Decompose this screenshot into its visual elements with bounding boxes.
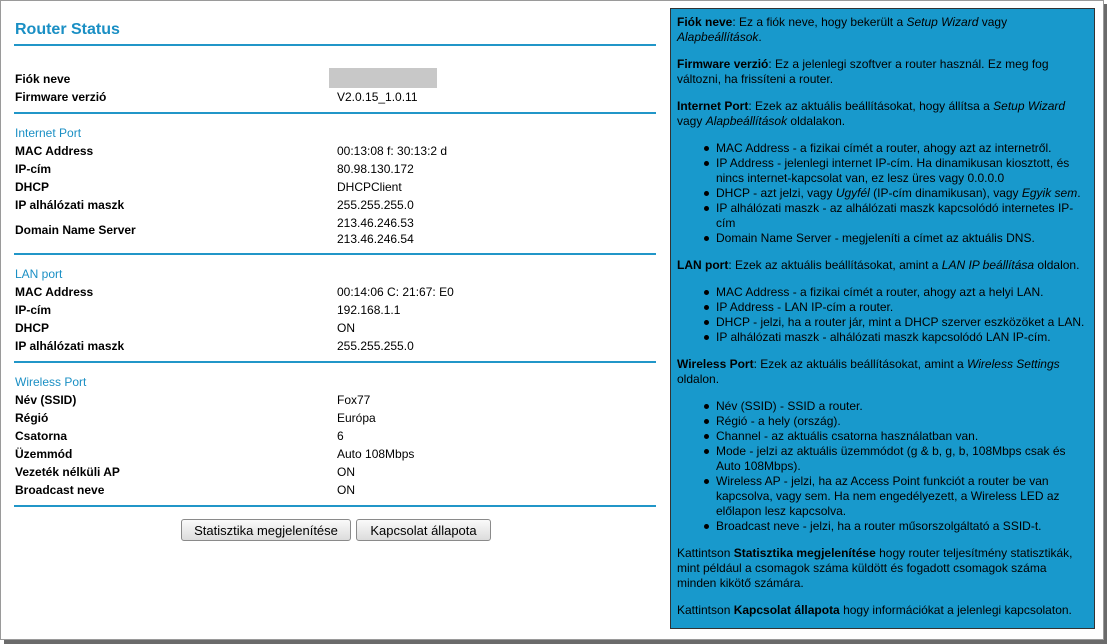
wireless-broadcast-value: ON bbox=[337, 483, 355, 497]
list-item: Régió - a hely (ország). bbox=[716, 414, 1087, 429]
wireless-mode-label: Üzemmód bbox=[15, 447, 73, 461]
list-item: Channel - az aktuális csatorna használatban van. bbox=[716, 429, 1087, 444]
lan-port-heading: LAN port bbox=[15, 267, 63, 281]
wireless-broadcast-label: Broadcast neve bbox=[15, 483, 105, 497]
help-internet-list bbox=[677, 141, 1087, 246]
divider bbox=[14, 44, 656, 46]
internet-subnet-value: 255.255.255.0 bbox=[337, 198, 414, 212]
lan-mac-label: MAC Address bbox=[15, 285, 94, 299]
lan-ip-label: IP-cím bbox=[15, 303, 52, 317]
internet-subnet-label: IP alhálózati maszk bbox=[15, 198, 125, 212]
help-firmware: Firmware verzió: Ez a jelenlegi szoftver a router használ. Ez meg fog változni, ha frissíteni a router. bbox=[677, 57, 1049, 86]
list-item: Broadcast neve - jelzi, ha a router műsorszolgáltató a SSID-t. bbox=[716, 519, 1087, 534]
divider bbox=[14, 505, 656, 507]
internet-ip-value: 80.98.130.172 bbox=[337, 162, 414, 176]
list-item: IP Address - jelenlegi internet IP-cím. Ha dinamikusan kiosztott, és nincs internet-kapcsolat van, ez lesz üres vagy 0.0.0.0 bbox=[716, 156, 1087, 186]
lan-ip-value: 192.168.1.1 bbox=[337, 303, 401, 317]
wireless-ssid-label: Név (SSID) bbox=[15, 393, 77, 407]
help-account: Fiók neve: Ez a fiók neve, hogy bekerült a Setup Wizard vagy Alapbeállítások. bbox=[677, 15, 1008, 44]
lan-subnet-label: IP alhálózati maszk bbox=[15, 339, 125, 353]
list-item: DHCP - azt jelzi, vagy Ugyfél (IP-cím dinamikusan), vagy Egyik sem. bbox=[716, 186, 1087, 201]
wireless-port-heading: Wireless Port bbox=[15, 375, 87, 389]
show-statistics-button[interactable]: Statisztika megjelenítése bbox=[181, 519, 351, 541]
connection-status-button[interactable]: Kapcsolat állapota bbox=[356, 519, 491, 541]
list-item: DHCP - jelzi, ha a router jár, mint a DHCP szerver eszközöket a LAN. bbox=[716, 315, 1087, 330]
help-statistics: Kattintson Statisztika megjelenítése hogy router teljesítmény statisztikák, mint például a csomagok száma küldött és fogadott csomagok száma minden kikötő számára. bbox=[677, 546, 1073, 590]
list-item: MAC Address - a fizikai címét a router, ahogy azt az internetről. bbox=[716, 141, 1087, 156]
internet-dns-value-1: 213.46.246.53 bbox=[337, 216, 414, 230]
internet-port-heading: Internet Port bbox=[15, 126, 82, 140]
firmware-label: Firmware verzió bbox=[15, 90, 107, 104]
list-item: Név (SSID) - SSID a router. bbox=[716, 399, 1087, 414]
divider bbox=[14, 112, 656, 114]
wireless-ap-value: ON bbox=[337, 465, 355, 479]
wireless-ap-label: Vezeték nélküli AP bbox=[15, 465, 120, 479]
account-name-label: Fiók neve bbox=[15, 72, 71, 86]
list-item: MAC Address - a fizikai címét a router, ahogy azt a helyi LAN. bbox=[716, 285, 1087, 300]
lan-subnet-value: 255.255.255.0 bbox=[337, 339, 414, 353]
internet-dhcp-label: DHCP bbox=[15, 180, 50, 194]
internet-mac-label: MAC Address bbox=[15, 144, 94, 158]
help-connection-status: Kattintson Kapcsolat állapota hogy információkat a jelenlegi kapcsolaton. bbox=[677, 603, 1072, 617]
list-item: IP alhálózati maszk - az alhálózati maszk kapcsolódó internetes IP-cím bbox=[716, 201, 1087, 231]
wireless-channel-label: Csatorna bbox=[15, 429, 68, 443]
window-shadow-bottom bbox=[4, 640, 1107, 644]
help-wireless-list bbox=[677, 399, 1087, 534]
list-item: Domain Name Server - megjeleníti a címet az aktuális DNS. bbox=[716, 231, 1087, 246]
internet-ip-label: IP-cím bbox=[15, 162, 52, 176]
help-lan-port: LAN port: Ezek az aktuális beállításokat, amint a LAN IP beállítása oldalon. bbox=[677, 258, 1080, 272]
help-internet-port: Internet Port: Ezek az aktuális beállításokat, hogy állítsa a Setup Wizard vagy Alapbeállítások oldalakon. bbox=[677, 99, 1066, 128]
lan-dhcp-label: DHCP bbox=[15, 321, 50, 335]
list-item: Wireless AP - jelzi, ha az Access Point funkciót a router be van kapcsolva, vagy sem. Ha nem engedélyezett, a Wireless LED az előlapon lesz kapcsolva. bbox=[716, 474, 1087, 519]
wireless-ssid-value: Fox77 bbox=[337, 393, 371, 407]
lan-mac-value: 00:14:06 C: 21:67: E0 bbox=[337, 285, 454, 299]
divider bbox=[14, 361, 656, 363]
internet-dhcp-value: DHCPClient bbox=[337, 180, 402, 194]
account-name-value bbox=[329, 68, 437, 88]
wireless-region-label: Régió bbox=[15, 411, 49, 425]
list-item: IP Address - LAN IP-cím a router. bbox=[716, 300, 1087, 315]
page-title: Router Status bbox=[15, 21, 120, 38]
wireless-region-value: Európa bbox=[337, 411, 376, 425]
help-wireless-port: Wireless Port: Ezek az aktuális beállításokat, amint a Wireless Settings oldalon. bbox=[677, 357, 1060, 386]
divider bbox=[14, 253, 656, 255]
internet-mac-value: 00:13:08 f: 30:13:2 d bbox=[337, 144, 448, 158]
help-panel bbox=[670, 8, 1095, 629]
wireless-mode-value: Auto 108Mbps bbox=[337, 447, 415, 461]
list-item: IP alhálózati maszk - alhálózati maszk kapcsolódó LAN IP-cím. bbox=[716, 330, 1087, 345]
firmware-value: V2.0.15_1.0.11 bbox=[337, 90, 418, 104]
help-lan-list bbox=[677, 285, 1087, 345]
internet-dns-label: Domain Name Server bbox=[15, 223, 136, 237]
internet-dns-value-2: 213.46.246.54 bbox=[337, 232, 414, 246]
wireless-channel-value: 6 bbox=[337, 429, 344, 443]
list-item: Mode - jelzi az aktuális üzemmódot (g & b, g, b, 108Mbps csak és Auto 108Mbps). bbox=[716, 444, 1087, 474]
lan-dhcp-value: ON bbox=[337, 321, 355, 335]
